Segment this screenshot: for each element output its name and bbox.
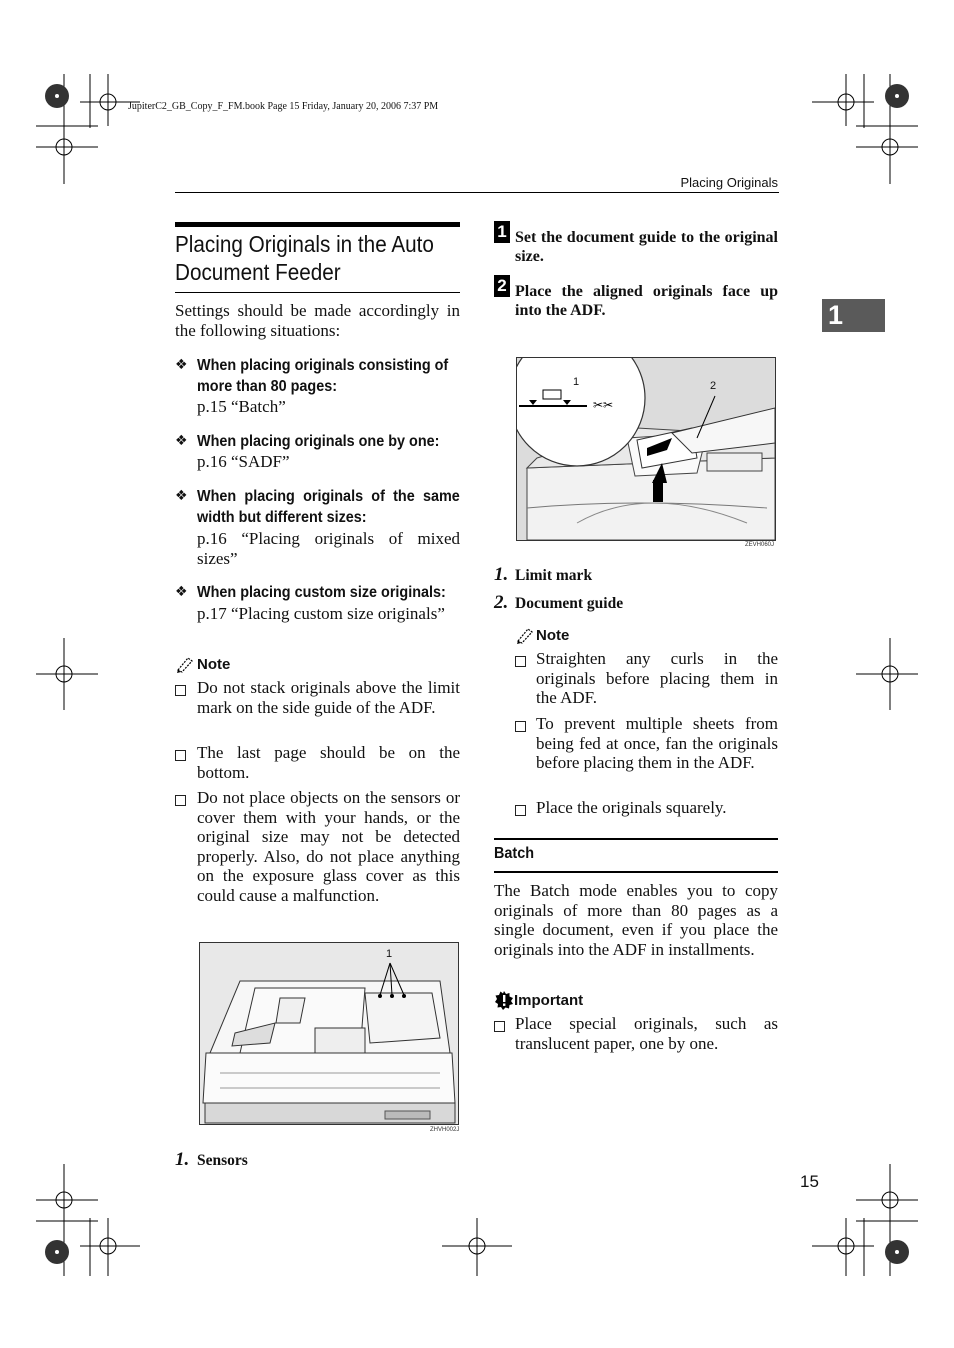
- title-bar: [175, 222, 460, 227]
- caption-number: 1.: [175, 1149, 190, 1170]
- checkbox-icon: [175, 683, 186, 701]
- note-item: To prevent multiple sheets from being fed at once, fan the originals before placing them in the ADF.: [536, 714, 778, 773]
- caption-label: Limit mark: [515, 567, 593, 584]
- svg-text:✂✂: ✂✂: [593, 398, 614, 412]
- adf-drawing: [517, 358, 775, 540]
- caption-label: Document guide: [515, 595, 624, 612]
- caption-number: 1.: [494, 564, 509, 585]
- bullet-ref: p.15 “Batch”: [197, 397, 286, 416]
- running-head: Placing Originals: [680, 175, 778, 190]
- note-item: Straighten any curls in the originals before placing them in the ADF.: [536, 649, 778, 708]
- bullet-heading: When placing custom size originals:: [197, 584, 446, 601]
- pencil-note-icon: [175, 655, 195, 673]
- bullet-ref: p.16 “SADF”: [197, 452, 290, 471]
- checkbox-icon: [515, 654, 526, 672]
- diamond-bullet-icon: ❖: [175, 357, 188, 373]
- checkbox-icon: [175, 748, 186, 766]
- figure-code: ZEVH060J: [745, 542, 775, 548]
- adf-document-guide-illustration: [516, 357, 776, 541]
- note-heading: Note: [536, 627, 570, 644]
- pencil-note-icon: [515, 626, 535, 644]
- step-text: Place the aligned originals face up into the ADF.: [515, 283, 778, 319]
- step-text: Set the document guide to the original size.: [515, 229, 778, 265]
- diamond-bullet-icon: ❖: [175, 488, 188, 504]
- batch-rule-bottom: [494, 871, 778, 873]
- copier-sensors-illustration: [199, 942, 459, 1125]
- chapter-tab: 1: [822, 299, 885, 332]
- step-number-badge: 2: [494, 275, 510, 297]
- batch-text: The Batch mode enables you to copy originals of more than 80 pages as a single document, even if you place the originals into the ADF in installments.: [494, 881, 778, 959]
- figure-callout: 2: [710, 380, 717, 392]
- bullet-heading: When placing originals consisting of more than 80 pages:: [197, 357, 449, 395]
- page-number: 15: [800, 1172, 819, 1191]
- section-title-line1: Placing Originals in the Auto: [175, 231, 434, 257]
- diamond-bullet-icon: ❖: [175, 584, 188, 600]
- important-heading: Important: [514, 992, 584, 1009]
- copier-drawing: [200, 943, 458, 1124]
- checkbox-icon: [515, 803, 526, 821]
- file-info: JupiterC2_GB_Copy_F_FM.book Page 15 Friday, January 20, 2006 7:37 PM: [128, 101, 439, 112]
- bullet-ref: p.17 “Placing custom size originals”: [197, 604, 445, 623]
- section-title-line2: Document Feeder: [175, 259, 341, 285]
- bullet-heading: When placing originals of the same width but different sizes:: [197, 488, 460, 526]
- note-item: Do not stack originals above the limit mark on the side guide of the ADF.: [197, 678, 460, 717]
- note-item: The last page should be on the bottom.: [197, 743, 460, 782]
- batch-heading: Batch: [494, 845, 535, 862]
- header-rule: [175, 192, 779, 193]
- diamond-bullet-icon: ❖: [175, 433, 188, 449]
- important-icon: [494, 990, 514, 1010]
- bullet-ref: p.16 “Placing originals of mixed sizes”: [197, 529, 460, 568]
- note-heading: Note: [197, 656, 231, 673]
- note-item: Do not place objects on the sensors or cover them with your hands, or the original size may not be detected properly. Also, do not place anything on the exposure glass cover as this could cause a malfunction.: [197, 788, 460, 905]
- section-title: [175, 230, 432, 286]
- caption-number: 2.: [494, 592, 509, 613]
- figure-callout: 1: [386, 948, 393, 960]
- note-item: Place the originals squarely.: [536, 798, 727, 817]
- step-number-badge: 1: [494, 221, 510, 243]
- figure-callout: 1: [573, 376, 580, 388]
- checkbox-icon: [515, 719, 526, 737]
- bullet-heading: When placing originals one by one:: [197, 433, 440, 450]
- intro-text: Settings should be made accordingly in the following situations:: [175, 301, 460, 340]
- caption-label: Sensors: [197, 1152, 248, 1169]
- title-rule: [175, 292, 460, 293]
- figure-code: ZHVH002J: [430, 1127, 460, 1133]
- checkbox-icon: [494, 1019, 505, 1037]
- checkbox-icon: [175, 793, 186, 811]
- important-item: Place special originals, such as translucent paper, one by one.: [515, 1014, 778, 1053]
- batch-rule-top: [494, 838, 778, 840]
